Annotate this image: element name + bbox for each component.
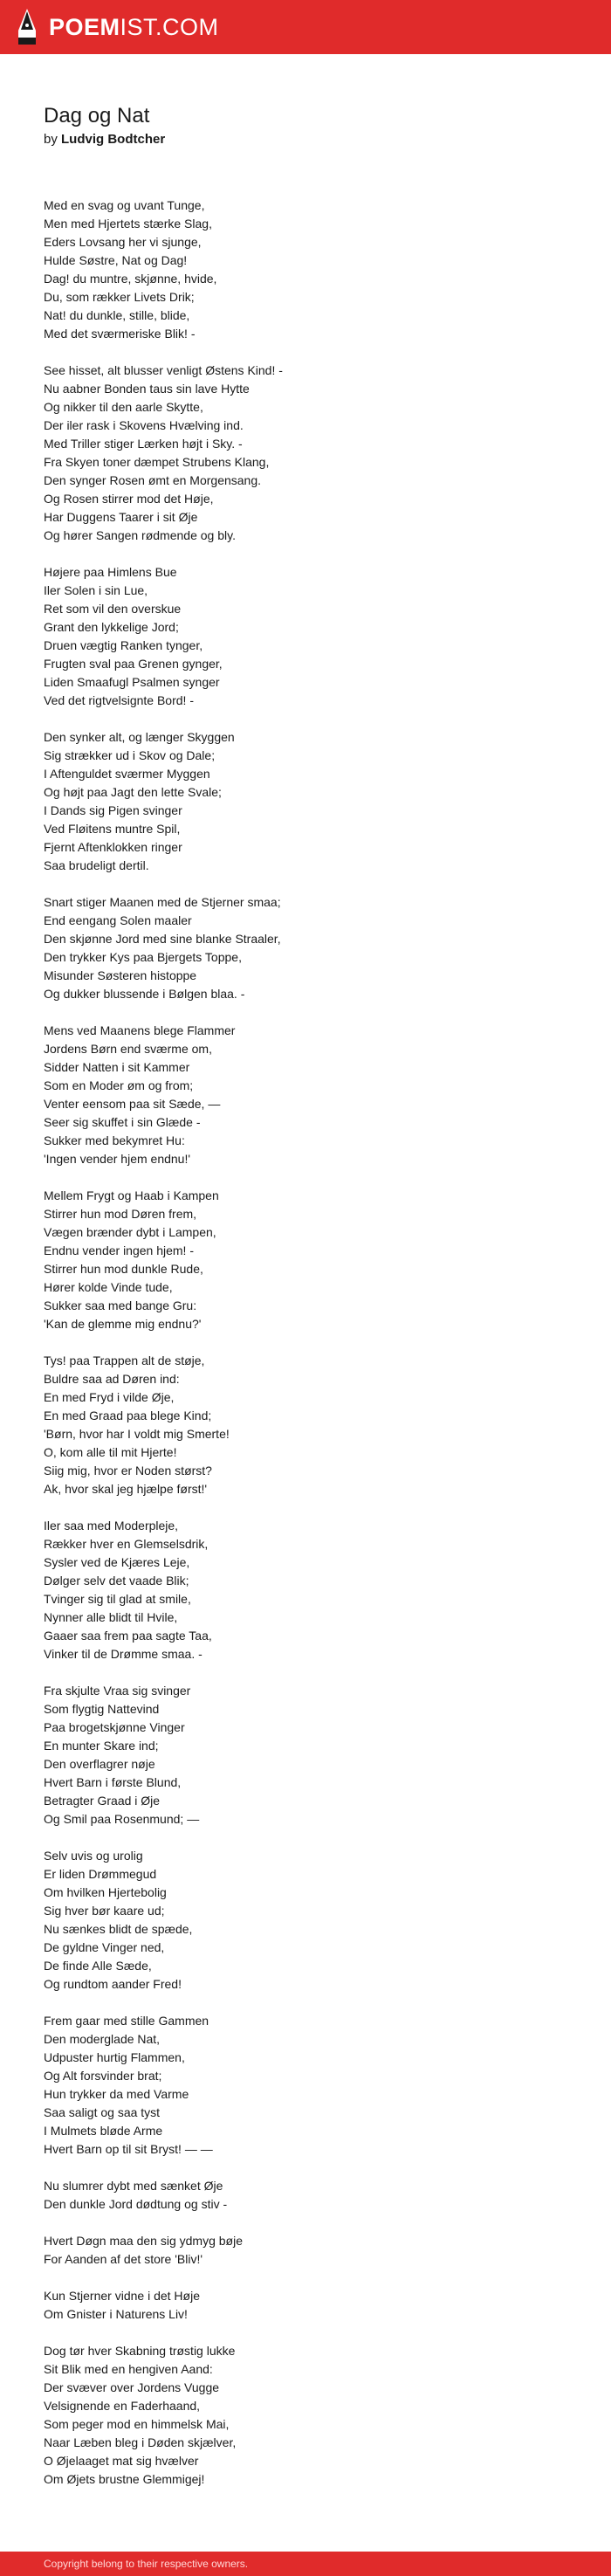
poem-line: Iler Solen i sin Lue, [44, 583, 148, 597]
poem-line: Og rundtom aander Fred! [44, 1977, 182, 1991]
copyright-text: Copyright belong to their respective owners. [44, 2558, 249, 2570]
poem-line: Nu slumrer dybt med sænket Øje [44, 2179, 223, 2193]
stanza [44, 1187, 567, 1333]
poem-line: Dag! du muntre, skjønne, hvide, [44, 272, 217, 286]
poem-line: Grant den lykkelige Jord; [44, 620, 179, 634]
poem-line: End eengang Solen maaler [44, 913, 192, 927]
poem-line: Tvinger sig til glad at smile, [44, 1592, 191, 1606]
poem-line: Mens ved Maanens blege Flammer [44, 1023, 236, 1037]
poem-line: Højere paa Himlens Bue [44, 565, 177, 579]
top-bar [0, 0, 611, 54]
site-logo[interactable] [16, 8, 219, 46]
poem-line: Om Øjets brustne Glemmigej! [44, 2472, 205, 2486]
poem-line: Seer sig skuffet i sin Glæde - [44, 1115, 201, 1129]
poem-title: Dag og Nat [44, 104, 150, 127]
poem-line: De finde Alle Sæde, [44, 1959, 152, 1973]
poem-line: Sysler ved de Kjæres Leje, [44, 1555, 190, 1569]
poem-line: Hvert Barn op til sit Bryst! — — [44, 2142, 213, 2156]
poem-line: Sukker med bekymret Hu: [44, 1133, 185, 1147]
stanza [44, 2287, 567, 2324]
poem-line: Iler saa med Moderpleje, [44, 1519, 179, 1533]
poem-line: Nat! du dunkle, stille, blide, [44, 308, 190, 322]
poem-line: Sukker saa med bange Gru: [44, 1298, 197, 1312]
poem-line: Saa saligt og saa tyst [44, 2105, 161, 2119]
stanza [44, 1352, 567, 1498]
poem-line: Ved Fløitens muntre Spil, [44, 822, 181, 836]
poem-line: Vægen brænder dybt i Lampen, [44, 1225, 216, 1239]
poem-line: Dog tør hver Skabning trøstig lukke [44, 2344, 236, 2358]
poem-line: Med Triller stiger Lærken højt i Sky. - [44, 437, 243, 451]
poem-line: En med Fryd i vilde Øje, [44, 1390, 175, 1404]
poem-line: Sit Blik med en hengiven Aand: [44, 2362, 213, 2376]
poem-line: Eders Lovsang her vi sjunge, [44, 235, 202, 249]
poem-line: Men med Hjertets stærke Slag, [44, 217, 212, 231]
stanza [44, 2232, 567, 2269]
stanza [44, 1022, 567, 1168]
poem-line: Sig strækker ud i Skov og Dale; [44, 748, 216, 762]
poem-line: Ved det rigtvelsignte Bord! - [44, 693, 194, 707]
poem-line: Nu aabner Bonden taus sin lave Hytte [44, 382, 250, 396]
byline [44, 131, 567, 148]
poem-line: Selv uvis og urolig [44, 1849, 143, 1863]
poem-line: Og nikker til den aarle Skytte, [44, 400, 203, 414]
pen-nib-icon [16, 8, 38, 46]
poem-line: See hisset, alt blusser venligt Østens Kind! - [44, 363, 283, 377]
poem-line: Endnu vender ingen hjem! - [44, 1243, 194, 1257]
poem-line: Fra skjulte Vraa sig svinger [44, 1684, 191, 1698]
poem-line: Gaaer saa frem paa sagte Taa, [44, 1629, 212, 1643]
poem-line: Du, som rækker Livets Drik; [44, 290, 195, 304]
poem-line: Frem gaar med stille Gammen [44, 2014, 209, 2028]
poem-line: Misunder Søsteren histoppe [44, 968, 197, 982]
poem-line: Og hører Sangen rødmende og bly. [44, 528, 236, 542]
poem-line: Sig hver bør kaare ud; [44, 1904, 165, 1918]
poem-line: Den moderglade Nat, [44, 2032, 161, 2046]
poem-line: Udpuster hurtig Flammen, [44, 2050, 185, 2064]
stanza [44, 563, 567, 710]
poem-line: Venter eensom paa sit Sæde, — [44, 1097, 221, 1111]
poem-line: Den synker alt, og længer Skyggen [44, 730, 235, 744]
stanza [44, 2012, 567, 2159]
poem-line: Hvert Døgn maa den sig ydmyg bøje [44, 2234, 243, 2248]
poem-line: Dølger selv det vaade Blik; [44, 1574, 189, 1588]
poem-line: Druen vægtig Ranken tynger, [44, 638, 203, 652]
poem-line: Og højt paa Jagt den lette Svale; [44, 785, 222, 799]
poem-line: Hører kolde Vinde tude, [44, 1280, 173, 1294]
poem-line: Der iler rask i Skovens Hvælving ind. [44, 418, 244, 432]
poem-line: En munter Skare ind; [44, 1739, 159, 1753]
poem-line: 'Børn, hvor har I voldt mig Smerte! [44, 1427, 230, 1441]
poem-line: Med det sværmeriske Blik! - [44, 327, 196, 341]
poem-line: Frugten sval paa Grenen gynger, [44, 657, 223, 671]
poem-line: Den dunkle Jord dødtung og stiv - [44, 2197, 228, 2211]
poem-line: Stirrer hun mod Døren frem, [44, 1207, 197, 1221]
stanza [44, 1517, 567, 1663]
poem-line: I Aftenguldet sværmer Myggen [44, 767, 210, 781]
poem-line: Som flygtig Nattevind [44, 1702, 160, 1716]
poem-line: Og Smil paa Rosenmund; — [44, 1812, 200, 1826]
poem-line: Liden Smaafugl Psalmen synger [44, 675, 220, 689]
poem-line: Stirrer hun mod dunkle Rude, [44, 1262, 203, 1276]
poem-line: Den overflagrer nøje [44, 1757, 155, 1771]
poem-line: Hvert Barn i første Blund, [44, 1775, 182, 1789]
poem-line: De gyldne Vinger ned, [44, 1940, 165, 1954]
poem-line: Mellem Frygt og Haab i Kampen [44, 1188, 219, 1202]
poem-line: Tys! paa Trappen alt de støje, [44, 1353, 205, 1367]
poem-line: Og Rosen stirrer mod det Høje, [44, 492, 214, 506]
stanza [44, 1847, 567, 1994]
poem-line: I Dands sig Pigen svinger [44, 803, 182, 817]
poem-line: Sidder Natten i sit Kammer [44, 1060, 190, 1074]
stanza [44, 196, 567, 343]
poem-line: Betragter Graad i Øje [44, 1794, 161, 1808]
by-label: by [44, 132, 58, 147]
stanza [44, 362, 567, 545]
poem-line: En med Graad paa blege Kind; [44, 1409, 212, 1422]
poem-line: Saa brudeligt dertil. [44, 858, 149, 872]
poem-line: Vinker til de Drømme smaa. - [44, 1647, 203, 1661]
poem-line: Jordens Børn end sværme om, [44, 1042, 212, 1056]
poem-line: For Aanden af det store 'Bliv!' [44, 2252, 203, 2266]
poem-line: I Mulmets bløde Arme [44, 2124, 163, 2138]
poem-line: Nu sænkes blidt de spæde, [44, 1922, 193, 1936]
poem-line: Ret som vil den overskue [44, 602, 182, 616]
footer [0, 2552, 611, 2576]
poem-line: Og dukker blussende i Bølgen blaa. - [44, 987, 245, 1001]
poem-content [44, 103, 567, 2507]
poem-line: Naar Læben bleg i Døden skjælver, [44, 2435, 237, 2449]
poem-line: Fra Skyen toner dæmpet Strubens Klang, [44, 455, 270, 469]
poem-line: Kun Stjerner vidne i det Høje [44, 2289, 200, 2303]
poem-line: Er liden Drømmegud [44, 1867, 157, 1881]
poem-line: Hulde Søstre, Nat og Dag! [44, 253, 188, 267]
site-logo-text: POEMIST.COM [49, 14, 219, 40]
poem-line: Hun trykker da med Varme [44, 2087, 189, 2101]
poem-line: Om hvilken Hjertebolig [44, 1885, 167, 1899]
poem-line: 'Ingen vender hjem endnu!' [44, 1152, 191, 1166]
poem-line: Fjernt Aftenklokken ringer [44, 840, 182, 854]
poem-line: Ak, hvor skal jeg hjælpe først!' [44, 1482, 208, 1496]
poem-line: Med en svag og uvant Tunge, [44, 198, 205, 212]
poem-line: Om Gnister i Naturens Liv! [44, 2307, 188, 2321]
poem-line: Buldre saa ad Døren ind: [44, 1372, 180, 1386]
poem-line: Har Duggens Taarer i sit Øje [44, 510, 198, 524]
poem-line: O Øjelaaget mat sig hvælver [44, 2454, 199, 2468]
poem-line: Som en Moder øm og from; [44, 1078, 194, 1092]
stanza [44, 728, 567, 875]
stanza [44, 2177, 567, 2214]
poem-line: Som peger mod en himmelsk Mai, [44, 2417, 230, 2431]
poem-line: Nynner alle blidt til Hvile, [44, 1610, 178, 1624]
stanza [44, 1682, 567, 1829]
poem-line: Den trykker Kys paa Bjergets Toppe, [44, 950, 242, 964]
poem-line: Siig mig, hvor er Noden størst? [44, 1464, 212, 1477]
poem-body [44, 196, 567, 2489]
poem-line: Og Alt forsvinder brat; [44, 2069, 162, 2083]
poem-line: O, kom alle til mit Hjerte! [44, 1445, 177, 1459]
poem-line: Snart stiger Maanen med de Stjerner smaa; [44, 895, 281, 909]
poem-line: Velsignende en Faderhaand, [44, 2399, 201, 2413]
poem-line: Rækker hver en Glemselsdrik, [44, 1537, 209, 1551]
poem-line: Den skjønne Jord med sine blanke Straaler, [44, 932, 281, 946]
poem-line: Der svæver over Jordens Vugge [44, 2380, 220, 2394]
poem-line: 'Kan de glemme mig endnu?' [44, 1317, 202, 1331]
poem-line: Den synger Rosen ømt en Morgensang. [44, 473, 262, 487]
stanza [44, 2342, 567, 2489]
poem-line: Paa brogetskjønne Vinger [44, 1720, 185, 1734]
stanza [44, 893, 567, 1003]
author-link[interactable]: Ludvig Bodtcher [61, 132, 166, 147]
